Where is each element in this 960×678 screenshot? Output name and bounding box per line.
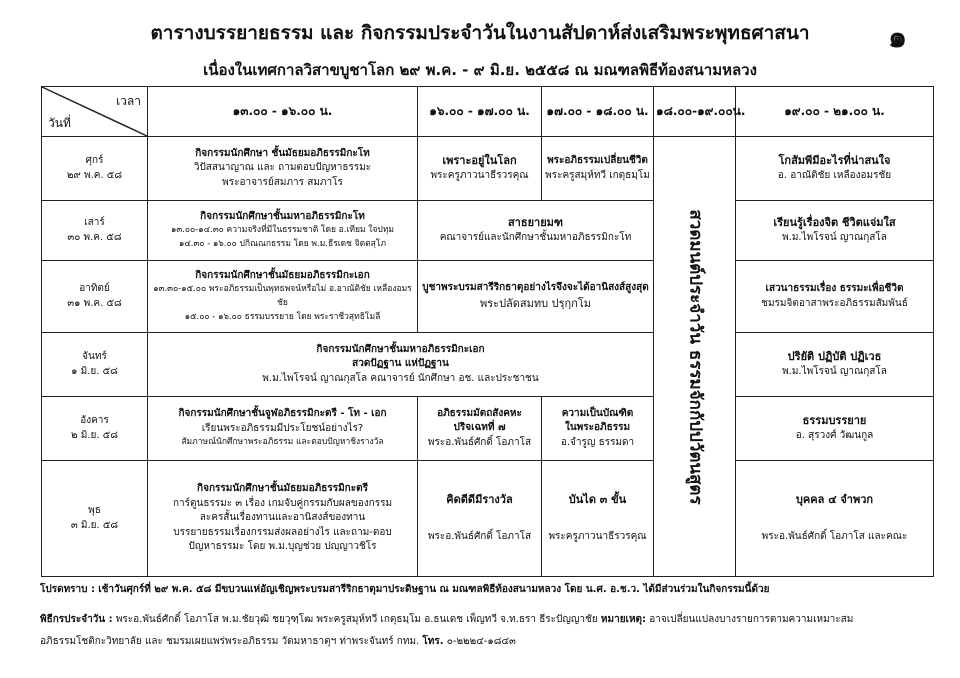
session-speaker: พระอ.พันธ์ศักดิ์ โอภาโส และคณะ	[761, 531, 908, 543]
session-speaker: พระครูสมุห์ทวี เกตุธมฺโม	[545, 169, 650, 181]
session-title: เพราะอยู่ในโลก	[442, 154, 517, 168]
schedule-table	[41, 86, 934, 577]
session-title: อภิธรรมมัตถสังคหะ	[437, 407, 522, 419]
session-cell	[148, 461, 418, 577]
session-title: กิจกรรมนักศึกษาชั้นมหาอภิธรรมิกะโท	[200, 210, 365, 222]
day-date: ๑ มิ.ย. ๕๘	[71, 365, 118, 377]
remark-label: หมายเหตุ:	[600, 614, 647, 625]
session-cell	[418, 201, 654, 261]
table-row	[42, 261, 934, 333]
session-speaker: พระอ.พันธ์ศักดิ์ โอภาโส	[427, 531, 532, 543]
column-header: ๑๗.๐๐ - ๑๘.๐๐ น.	[542, 87, 654, 137]
day-name: อังคาร	[80, 415, 109, 426]
session-speaker: พระปลัดสมทบ ปรฺกฺกโม	[480, 296, 591, 310]
page-title: ตารางบรรยายธรรม และ กิจกรรมประจำวันในงานสัปดาห์ส่งเสริมพระพุทธศาสนา	[150, 22, 810, 44]
day-name: อาทิตย์	[79, 283, 110, 294]
day-cell	[42, 201, 148, 261]
day-date: ๒๙ พ.ค. ๕๘	[66, 169, 123, 181]
session-cell	[148, 201, 418, 261]
session-title: ปริยัติ ปฏิบัติ ปฏิเวธ	[787, 350, 882, 364]
session-line: การ์ตูนธรรมะ ๓ เรื่อง เกมจับคู่กรรมกับผลของกรรม	[172, 497, 393, 509]
session-title: บูชาพระบรมสารีริกธาตุอย่างไรจึงจะได้อานิสงส์สูงสุด	[422, 282, 649, 294]
session-line: สัมภาษณ์นักศึกษาพระอภิธรรม และตอบปัญหาชิงรางวัล	[181, 437, 384, 448]
day-date: ๓๐ พ.ค. ๕๘	[67, 231, 122, 243]
page-subtitle: เนื่องในเทศกาลวิสาขบูชาโลก ๒๙ พ.ค. - ๙ มิ.ย. ๒๕๕๘ ณ มณฑลพิธีท้องสนามหลวง	[203, 61, 757, 79]
day-cell	[42, 461, 148, 577]
phone-label: โทร.	[422, 636, 444, 647]
session-speaker: พระครูภาวนาธีรวรคุณ	[548, 531, 647, 543]
day-name: จันทร์	[82, 351, 107, 362]
note-label: โปรดทราบ :	[40, 584, 95, 595]
session-title: กิจกรรมนักศึกษา ชั้นมัธยมอภิธรรมิกะโท	[195, 147, 370, 159]
session-line: ปริจเฉทที่ ๗	[453, 422, 506, 434]
session-cell	[148, 333, 654, 397]
session-speaker: พ.ม.ไพโรจน์ ญาณกุสโล คณาจารย์ นักศึกษา อช. และประชาชน	[262, 372, 539, 384]
session-cell	[736, 201, 934, 261]
day-label: วันที่	[48, 115, 71, 130]
note-text: เช้าวันศุกร์ที่ ๒๙ พ.ค. ๕๘ มีขบวนแห่อัญเชิญพระบรมสารีริกธาตุมาประดิษฐาน ณ มณฑลพิธีท้องสนามหลวง โดย น.ศ. อ.ช.ว. ได้มีส่วนร่วมในกิจกรรมนี้ด้วย	[98, 584, 770, 595]
session-title: เสวนาธรรมเรื่อง ธรรมะเพื่อชีวิต	[765, 283, 904, 294]
session-title: คิดดีดีมีรางวัล	[446, 493, 513, 507]
column-header: ๑๓.๐๐ - ๑๖.๐๐ น.	[148, 87, 418, 137]
day-name: เสาร์	[84, 217, 105, 228]
corner-cell	[42, 87, 148, 137]
day-cell	[42, 397, 148, 461]
session-title: ธรรมบรรยาย	[802, 414, 867, 428]
table-row	[42, 137, 934, 201]
column-header: ๑๘.๐๐-๑๙.๐๐น.	[654, 87, 736, 137]
session-cell	[542, 397, 654, 461]
session-title: กิจกรรมนักศึกษาชั้นมัธยมอภิธรรมิกะตรี	[197, 483, 368, 495]
footer-org	[40, 634, 516, 649]
session-title: พระอภิธรรมเปลี่ยนชีวิต	[547, 155, 648, 166]
day-cell	[42, 261, 148, 333]
footer-note	[40, 582, 769, 597]
session-speaker: พระอ.พันธ์ศักดิ์ โอภาโส	[427, 436, 532, 448]
hosts-text: พระอ.พันธ์ศักดิ์ โอภาโส พ.ม.ชัยวุฒิ ชยวุฑฺโฒ พระครูสมุห์ทวี เกตุธมฺโม อ.ธนเดช เพ็ญทวี จ.ท.ธรา ธีระปัญญาชัย	[115, 614, 598, 625]
remark-text: อาจเปลี่ยนแปลงบางรายการตามความเหมาะสม	[649, 614, 854, 625]
table-row	[42, 333, 934, 397]
session-line: ในพระอภิธรรม	[564, 422, 631, 434]
session-speaker: อ.จำรูญ ธรรมดา	[560, 436, 635, 448]
phone-number: ๐-๒๒๒๔-๑๘๔๓	[446, 636, 516, 647]
session-speaker: พ.ม.ไพโรจน์ ญาณกุสโล	[782, 366, 887, 378]
time-label: เวลา	[116, 94, 141, 108]
session-cell	[418, 397, 542, 461]
session-line: วิปัสสนาญาณ และ ถามตอบปัญหาธรรมะ	[193, 162, 372, 174]
session-cell	[148, 137, 418, 201]
session-cell	[418, 261, 654, 333]
session-line: ปัญหาธรรมะ โดย พ.ม.บุญช่วย ปญฺญาวชิโร	[188, 541, 377, 553]
table-row	[42, 201, 934, 261]
hosts-label: พิธีกรประจำวัน :	[40, 614, 113, 625]
evening-chant-text: สวดมนต์ประจำวัน ธรรมจักกัปปวัตนสูตร	[684, 208, 705, 505]
day-cell	[42, 137, 148, 201]
session-title: โกสัมพีมีอะไรที่น่าสนใจ	[778, 154, 891, 168]
session-title: กิจกรรมนักศึกษาชั้นจูฬอภิธรรมิกะตรี - โท - เอก	[178, 408, 387, 420]
session-speaker: คณาจารย์และนักศึกษาชั้นมหาอภิธรรมิกะโท	[439, 232, 632, 244]
session-cell	[148, 397, 418, 461]
session-line: สวดปัฏฐาน แห่ปัฏฐาน	[352, 358, 449, 370]
session-line: ๑๓.๐๐-๑๔.๓๐ ความจริงที่มีในธรรมชาติ โดย อ.เทียม ใจปทุม	[170, 225, 395, 236]
session-title: สาธยายมฑ	[507, 216, 564, 230]
session-speaker: ชมรมจิตอาสาพระอภิธรรมสัมพันธ์	[761, 297, 908, 309]
evening-chant-cell	[654, 137, 736, 577]
column-header: ๑๖.๐๐ - ๑๗.๐๐ น.	[418, 87, 542, 137]
session-title: กิจกรรมนักศึกษาชั้นมหาอภิธรรมิกะเอก	[316, 343, 485, 355]
table-row	[42, 461, 934, 577]
table-header-row	[42, 87, 934, 137]
page-number: ๑	[888, 20, 908, 55]
session-line: ละครสั้นเรื่องทานและอานิสงส์ของทาน	[199, 512, 366, 524]
footer-hosts	[40, 612, 853, 627]
day-date: ๓๑ พ.ค. ๕๘	[67, 297, 122, 309]
session-cell	[418, 137, 542, 201]
table-row	[42, 397, 934, 461]
session-speaker: พระครูภาวนาธีรวรคุณ	[430, 170, 529, 182]
day-name: พุธ	[88, 505, 101, 516]
session-title: บุคคล ๔ จำพวก	[795, 493, 874, 507]
org-text: อภิธรรมโชติกะวิทยาลัย และ ชมรมเผยแพร่พระอภิธรรม วัดมหาธาตุฯ ท่าพระจันทร์ กทม.	[40, 636, 420, 647]
session-line: ๑๓.๓๐-๑๕.๐๐ พระอภิธรรมเป็นพุทธพจน์หรือไม่ อ.อาณัติชัย เหลืองอมรชัย	[153, 284, 412, 308]
day-name: ศุกร์	[85, 155, 104, 166]
session-line: ๑๔.๓๐ - ๑๖.๐๐ ปกิณณกธรรม โดย พ.ม.ธีรเดช จิตตสุโภ	[178, 238, 387, 249]
day-cell	[42, 333, 148, 397]
day-date: ๓ มิ.ย. ๕๘	[70, 519, 119, 531]
session-line: ๑๕.๐๐ - ๑๖.๐๐ ธรรมบรรยาย โดย พระราชีวสุทธิโมลี	[184, 311, 381, 322]
session-line: เรียนพระอภิธรรมมีประโยชน์อย่างไร?	[201, 422, 364, 434]
day-date: ๒ มิ.ย. ๕๘	[70, 429, 119, 441]
session-speaker: พ.ม.ไพโรจน์ ญาณกุสโล	[782, 232, 887, 244]
session-speaker: อ. สุรวงศ์ วัฒนกูล	[795, 430, 874, 442]
session-line: บรรยายธรรมเรื่องกรรมส่งผลอย่างไร และถาม-ตอบ	[173, 526, 392, 538]
session-cell	[418, 461, 542, 577]
session-speaker: อ. อาณัติชัย เหลืองอมรชัย	[777, 170, 892, 182]
session-cell	[148, 261, 418, 333]
session-cell	[736, 397, 934, 461]
session-title: เรียนรู้เรื่องจิต ชีวิตแจ่มใส	[773, 216, 896, 230]
session-cell	[542, 461, 654, 577]
column-header: ๑๙.๐๐ - ๒๑.๐๐ น.	[736, 87, 934, 137]
session-cell	[542, 137, 654, 201]
session-cell	[736, 137, 934, 201]
session-title: บันได ๓ ขั้น	[568, 493, 627, 507]
session-cell	[736, 461, 934, 577]
session-title: กิจกรรมนักศึกษาชั้นมัธยมอภิธรรมิกะเอก	[195, 269, 370, 281]
session-title: ความเป็นบัณฑิต	[561, 407, 634, 419]
session-cell	[736, 333, 934, 397]
session-cell	[736, 261, 934, 333]
session-line: พระอาจารย์สมภาร สมภาโร	[222, 176, 343, 188]
